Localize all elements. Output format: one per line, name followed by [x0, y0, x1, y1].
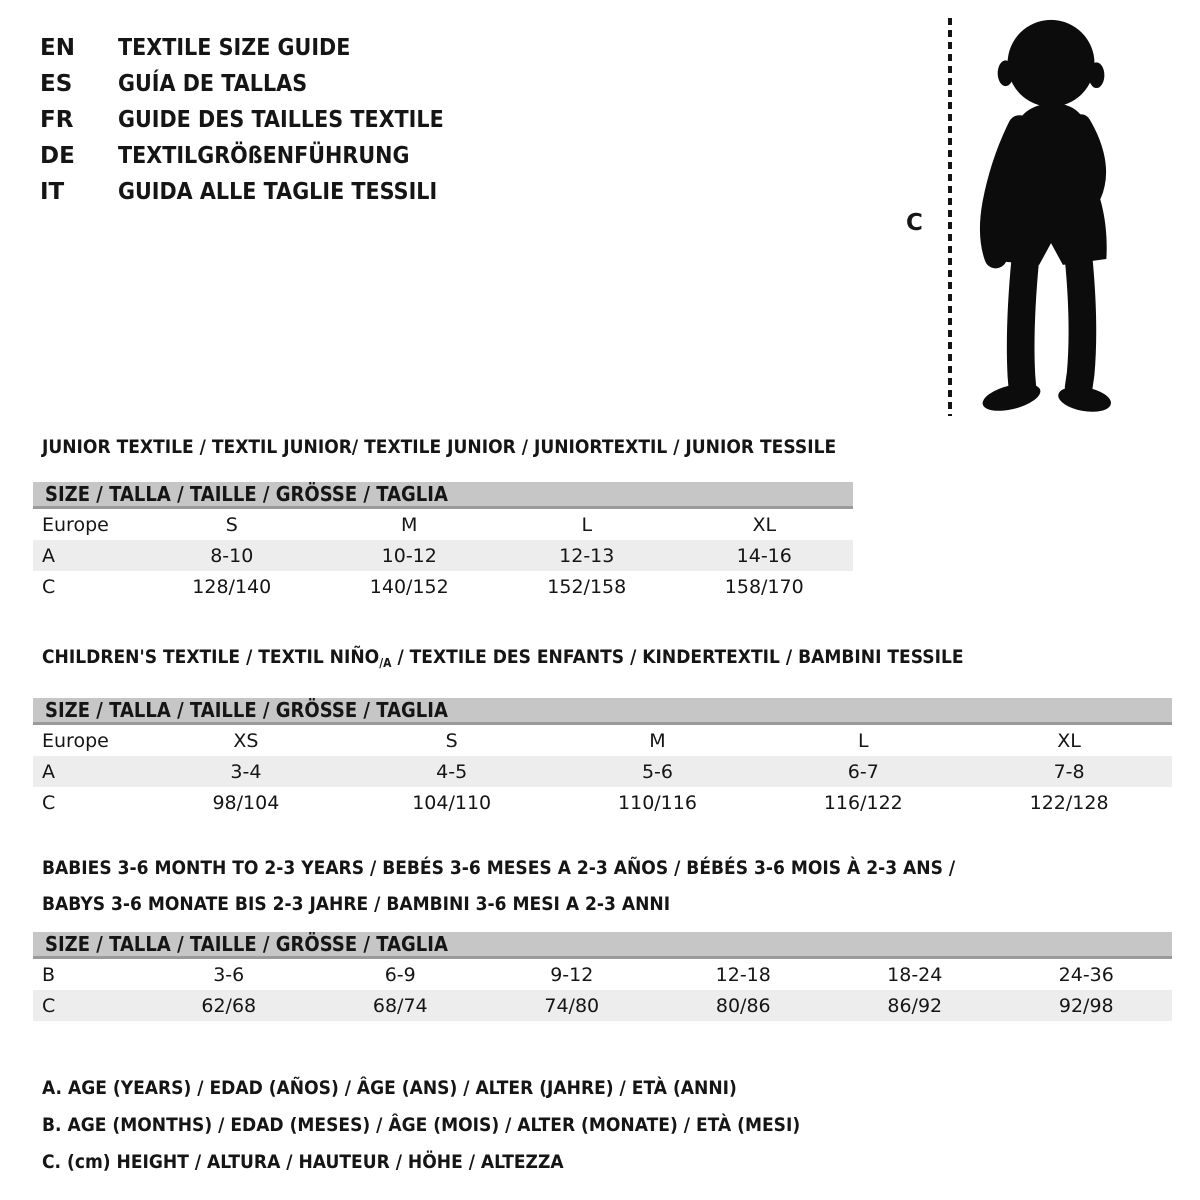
language-code: EN — [40, 35, 75, 61]
toddler-silhouette-icon — [964, 12, 1142, 417]
row-label: A — [42, 760, 55, 783]
row-label: A — [42, 544, 55, 567]
row-label: B — [42, 963, 56, 986]
table-cell: 62/68 — [201, 994, 257, 1017]
language-code: FR — [40, 107, 74, 133]
legend-line-b: B. AGE (MONTHS) / EDAD (MESES) / ÂGE (MOIS) / ALTER (MONATE) / ETÀ (MESI) — [42, 1114, 801, 1136]
table-cell: 12-13 — [559, 544, 615, 567]
table-cell: 12-18 — [715, 963, 771, 986]
height-figure — [880, 0, 1200, 440]
language-label: TEXTILE SIZE GUIDE — [118, 35, 351, 61]
table-cell: 4-5 — [436, 760, 468, 783]
language-code: DE — [40, 143, 75, 169]
table-cell: 3-6 — [213, 963, 245, 986]
table-row — [33, 787, 1172, 818]
table-cell: 10-12 — [381, 544, 437, 567]
table-cell: 3-4 — [230, 760, 262, 783]
children-section — [33, 646, 1172, 818]
table-row — [33, 725, 1172, 756]
row-label: C — [42, 994, 56, 1017]
table-cell: 80/86 — [715, 994, 771, 1017]
table-cell: 68/74 — [372, 994, 428, 1017]
table-cell: 104/110 — [412, 791, 492, 814]
row-label: Europe — [42, 513, 109, 536]
height-measure-label: C — [906, 210, 923, 236]
children-section-title: CHILDREN'S TEXTILE / TEXTIL $NIÑO_{/A}$ / TEXTILE DES ENFANTS / KINDERTEXTIL / BAMBINI TESSILE — [42, 646, 964, 670]
language-list — [40, 30, 480, 210]
table-cell: XL — [1057, 729, 1081, 752]
table-cell: L — [857, 729, 869, 752]
table-cell: 9-12 — [550, 963, 594, 986]
size-header-bar: SIZE / TALLA / TAILLE / GRÖSSE / TAGLIA — [33, 698, 1172, 725]
babies-section — [33, 850, 1172, 1021]
table-cell: 110/116 — [618, 791, 697, 814]
language-row — [40, 66, 480, 102]
table-cell: M — [649, 729, 666, 752]
table-cell: 152/158 — [547, 575, 627, 598]
row-label: C — [42, 575, 56, 598]
title-subscript: /A — [379, 656, 392, 670]
table-cell: 98/104 — [212, 791, 280, 814]
table-cell: S — [225, 513, 238, 536]
table-cell: 74/80 — [544, 994, 600, 1017]
size-header-bar: SIZE / TALLA / TAILLE / GRÖSSE / TAGLIA — [33, 932, 1172, 959]
table-cell: 8-10 — [210, 544, 254, 567]
legend-line-a: A. AGE (YEARS) / EDAD (AÑOS) / ÂGE (ANS) / ALTER (JAHRE) / ETÀ (ANNI) — [42, 1077, 737, 1099]
language-row — [40, 174, 480, 210]
table-row — [33, 571, 853, 602]
language-label: TEXTILGRÖßENFÜHRUNG — [118, 143, 410, 169]
language-label: GUIDE DES TAILLES TEXTILE — [118, 107, 444, 133]
table-cell: 18-24 — [887, 963, 943, 986]
row-label: C — [42, 791, 56, 814]
junior-section-title: JUNIOR TEXTILE / TEXTIL JUNIOR/ TEXTILE JUNIOR / JUNIORTEXTIL / JUNIOR TESSILE — [42, 436, 837, 458]
table-cell: 5-6 — [641, 760, 674, 783]
table-cell: XL — [752, 513, 777, 536]
table-cell: 140/152 — [369, 575, 449, 598]
table-cell: 116/122 — [823, 791, 903, 814]
language-code: IT — [40, 179, 65, 205]
table-cell: 158/170 — [724, 575, 804, 598]
language-code: ES — [40, 71, 73, 97]
table-cell: 86/92 — [887, 994, 943, 1017]
table-cell: 6-9 — [384, 963, 416, 986]
language-label: GUIDA ALLE TAGLIE TESSILI — [118, 179, 438, 205]
language-label: GUÍA DE TALLAS — [118, 71, 308, 97]
row-label: Europe — [42, 729, 109, 752]
table-cell: 6-7 — [847, 760, 879, 783]
table-cell: 24-36 — [1058, 963, 1114, 986]
junior-section — [33, 436, 853, 602]
table-row — [33, 990, 1172, 1021]
table-row — [33, 540, 853, 571]
size-header-bar: SIZE / TALLA / TAILLE / GRÖSSE / TAGLIA — [33, 482, 853, 509]
language-row — [40, 138, 480, 174]
language-row — [40, 102, 480, 138]
table-cell: 14-16 — [736, 544, 792, 567]
table-row — [33, 756, 1172, 787]
legend — [42, 1070, 884, 1181]
legend-line-c: C. (cm) HEIGHT / ALTURA / HAUTEUR / HÖHE / ALTEZZA — [42, 1151, 564, 1173]
table-cell: L — [581, 513, 593, 536]
height-measure-dashed-line — [948, 18, 952, 416]
table-cell: M — [401, 513, 418, 536]
table-cell: XS — [233, 729, 259, 752]
table-cell: 7-8 — [1053, 760, 1085, 783]
table-cell: 128/140 — [192, 575, 272, 598]
table-row — [33, 509, 853, 540]
language-row — [40, 30, 480, 66]
table-row — [33, 959, 1172, 990]
table-cell: 92/98 — [1058, 994, 1114, 1017]
table-cell: 122/128 — [1029, 791, 1109, 814]
babies-section-title: BABIES 3-6 MONTH TO 2-3 YEARS / BEBÉS 3-6 MESES A 2-3 AÑOS / BÉBÉS 3-6 MOIS À 2-3 ANS / BABYS 3-6 MONATE BIS 2-3 JAHRE / BAMBINI 3-6 MESI A 2-3 ANNI — [42, 857, 956, 915]
table-cell: S — [445, 729, 458, 752]
